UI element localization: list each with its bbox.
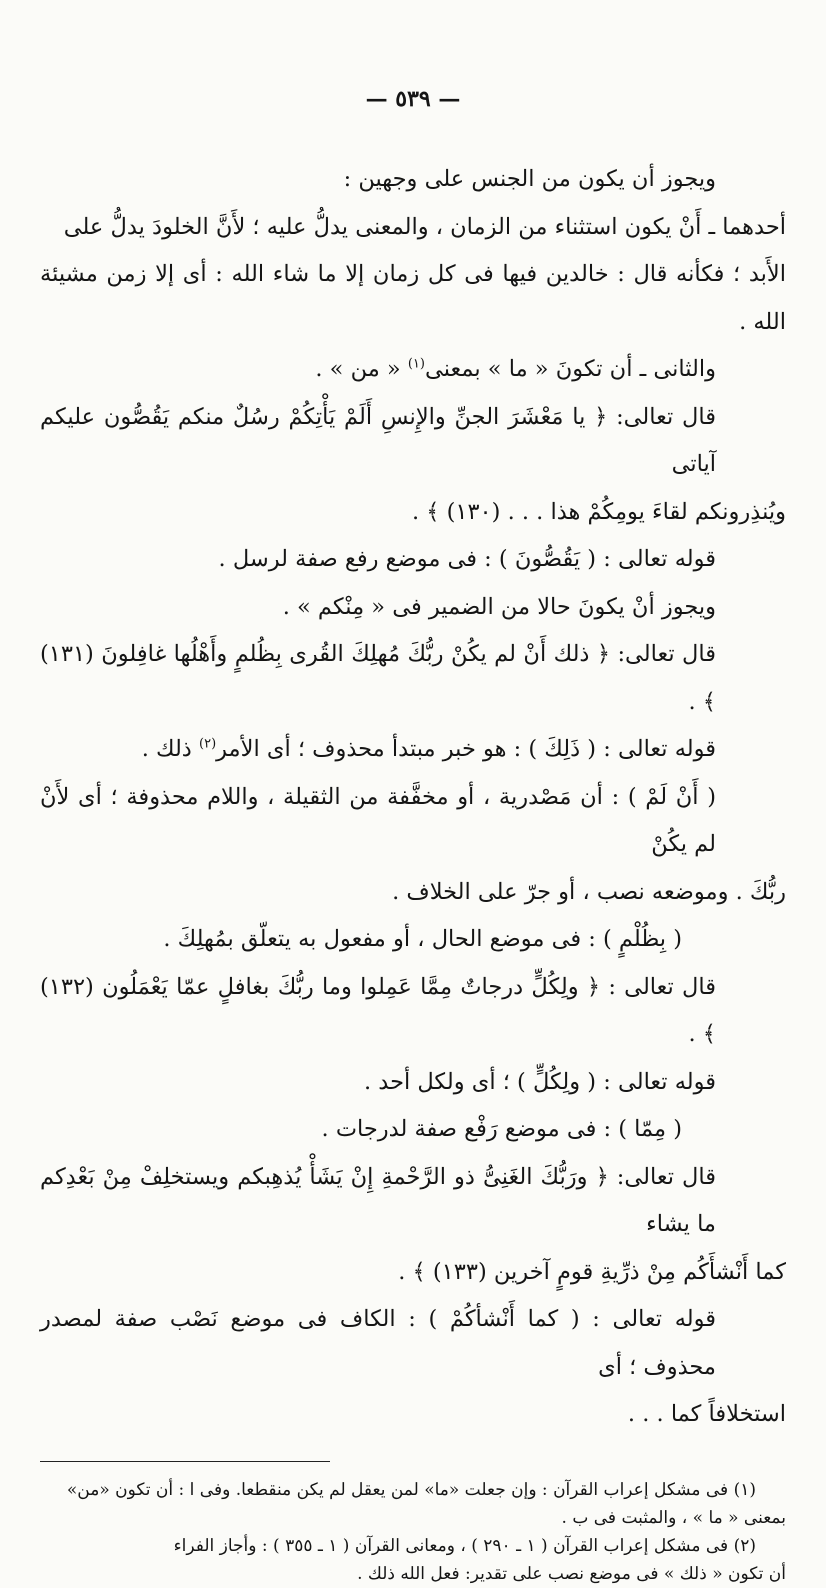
- text-line: ( أَنْ لَمْ ) : أن مَصْدرية ، أو مخفَّفة من الثقيلة ، واللام محذوفة ؛ أى لأَنْ لم يكُنْ: [40, 783, 716, 857]
- text-line: ( مِمّا ) : فى موضع رَفْع صفة لدرجات .: [321, 1116, 682, 1142]
- text-line: [40, 726, 786, 774]
- text-line: أحدهما ـ أَنْ يكون استثناء من الزمان ، والمعنى يدلُّ عليه ؛ لأَنَّ الخلودَ يدلُّ على: [63, 213, 786, 240]
- footnotes: [40, 1476, 786, 1588]
- verse-line: ويُنذِرونكم لقاءَ يومِكُمْ هذا . . . (١٣٠) ﴾ .: [411, 498, 786, 525]
- text-line: ويجوز أنْ يكونَ حالا من الضمير فى « مِنْكم » .: [282, 593, 716, 620]
- verse-line: كما أَنْشأَكُم مِنْ ذرِّيةِ قومٍ آخرين (١٣٣) ﴾ .: [398, 1258, 786, 1285]
- verse-line: قال تعالى: ﴿ ذلك أَنْ لم يكُنْ ربُّكَ مُهلِكَ القُرى بِظُلمٍ وأَهْلُها غافِلونَ (١٣١) ﴾ .: [40, 641, 716, 715]
- text-line: استخلافاً كما . . .: [627, 1401, 786, 1427]
- text-segment: قوله تعالى : ( ذَلِكَ ) : هو خبر مبتدأ محذوف ؛ أى الأمر: [216, 736, 716, 762]
- text-line: ويجوز أن يكون من الجنس على وجهين :: [343, 166, 716, 192]
- body-text: [40, 156, 786, 1439]
- text-line: قوله تعالى : ( ولِكُلٍّ ) ؛ أى ولكل أحد .: [363, 1068, 716, 1095]
- text-segment: ذلك .: [141, 736, 192, 762]
- text-line: قوله تعالى : ( كما أَنْشأكُمْ ) : الكاف فى موضع نَصْب صفة لمصدر محذوف ؛ أى: [40, 1306, 716, 1380]
- footnote-ref: (١): [407, 356, 425, 372]
- verse-line: قال تعالى: ﴿ يا مَعْشَرَ الجنِّ والإِنسِ أَلَمْ يَأْتِكُمْ رسُلٌ منكم يَقُصُّون عليكم آياتى: [40, 403, 716, 477]
- text-line: الأَبد ؛ فكأنه قال : خالدين فيها فى كل زمان إلا ما شاء الله : أى إلا زمن مشيئة الله .: [40, 261, 786, 335]
- verse-line: قال تعالى : ﴿ ولِكُلٍّ درجاتٌ مِمَّا عَمِلوا وما ربُّكَ بغافلٍ عمّا يَعْمَلُون (١٣٢) ﴾ .: [40, 973, 716, 1047]
- text-line: ربُّكَ . وموضعه نصب ، أو جرّ على الخلاف .: [392, 878, 786, 905]
- footnote-ref: (٢): [199, 736, 217, 752]
- text-line: قوله تعالى : ( يَقُصُّونَ ) : فى موضع رفع صفة لرسل .: [218, 546, 716, 572]
- text-line: ( بِظُلْمٍ ) : فى موضع الحال ، أو مفعول به يتعلّق بمُهلِكَ .: [163, 926, 682, 952]
- footnote-2-continuation: أن تكون « ذلك » فى موضع نصب على تقدير: فعل الله ذلك .: [357, 1563, 786, 1584]
- footnote-1-continuation: بمعنى « ما » ، والمثبت فى ب .: [561, 1507, 786, 1528]
- text-line: [40, 346, 786, 394]
- page-number: — ٥٣٩ —: [365, 86, 461, 112]
- footnote-1: (١) فى مشكل إعراب القرآن : وإن جعلت «ما» لمن يعقل لم يكن منقطعا. وفى ا : أن تكون «من»: [66, 1479, 756, 1500]
- text-segment: « من » .: [315, 356, 401, 382]
- verse-line: قال تعالى: ﴿ ورَبُّكَ الغَنِىُّ ذو الرَّحْمةِ إِنْ يَشَأْ يُذهِبكم ويستخلِفْ مِنْ بَعْدِكم ما يشاء: [40, 1163, 716, 1237]
- text-segment: والثانى ـ أن تكونَ « ما » بمعنى: [424, 356, 716, 382]
- footnote-2: (٢) فى مشكل إعراب القرآن ( ١ ـ ٢٩٠ ) ، ومعانى القرآن ( ١ ـ ٣٥٥ ) : وأجاز الفراء: [173, 1535, 756, 1556]
- footnote-divider: [40, 1461, 330, 1462]
